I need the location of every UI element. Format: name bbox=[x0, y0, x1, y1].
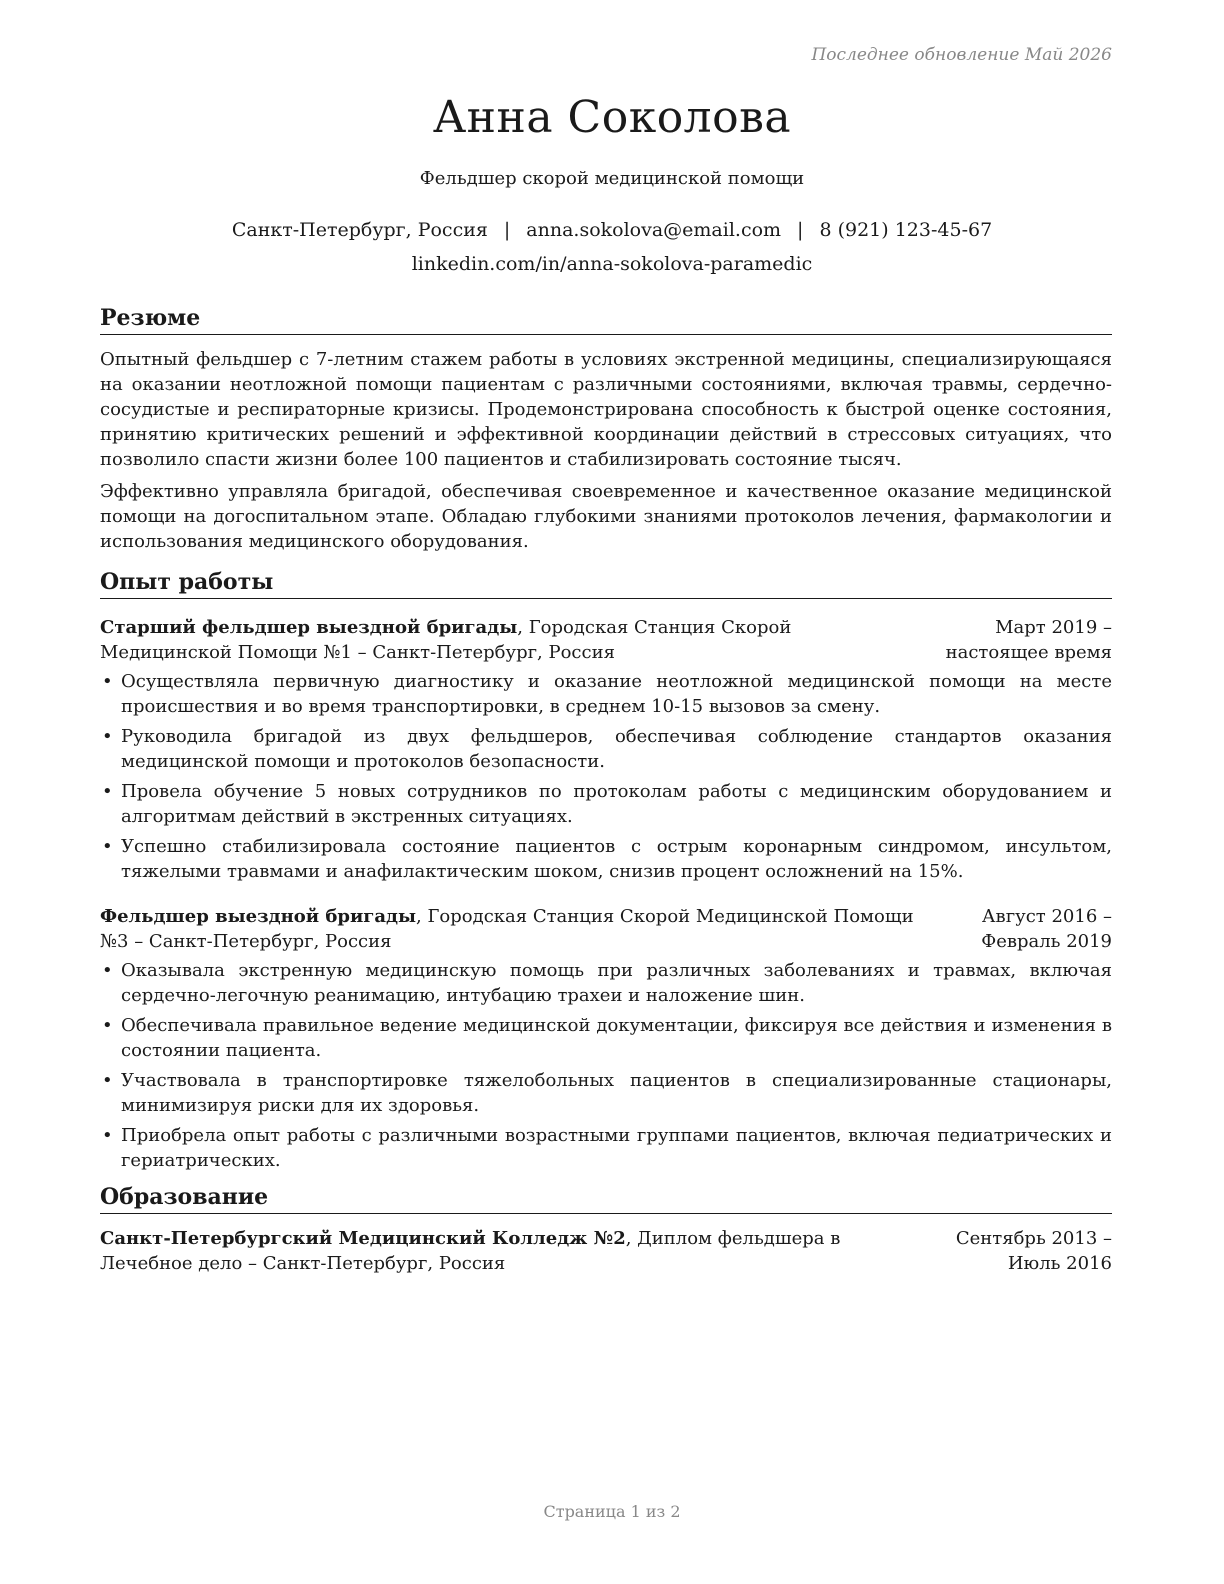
job-organization: , Городская Станция Скорой Медицинской Помощи №1 – Санкт-Петербург, Россия bbox=[100, 617, 792, 663]
job-org-line bbox=[100, 615, 922, 665]
education-section bbox=[100, 1183, 1112, 1276]
bullet-icon: • bbox=[102, 726, 113, 747]
education-line bbox=[100, 1226, 922, 1276]
bullet-icon: • bbox=[102, 960, 113, 981]
section-title: Резюме bbox=[100, 304, 1112, 335]
education-dates: Сентябрь 2013 – Июль 2016 bbox=[955, 1228, 1112, 1274]
list-item: • Руководила бригадой из двух фельдшеров, обеспечивая соблюдение стандартов оказания медицинской помощи и протоколов безопасности. bbox=[102, 726, 1112, 772]
separator: | bbox=[797, 219, 804, 241]
candidate-name: Анна Соколова bbox=[432, 92, 792, 143]
bullet-icon: • bbox=[102, 836, 113, 857]
education-entry bbox=[100, 1226, 1112, 1276]
summary-paragraph: Эффективно управляла бригадой, обеспечивая своевременное и качественное оказание медицинской помощи на догоспитальном этапе. Обладаю глубокими знаниями протоколов лечения, фармакологии и использования медицинского оборудования. bbox=[100, 481, 1112, 552]
bullet-icon: • bbox=[102, 671, 113, 692]
email-link[interactable]: anna.sokolova@email.com bbox=[526, 219, 782, 241]
summary-section bbox=[100, 304, 1112, 554]
separator: | bbox=[503, 219, 511, 241]
section-title: Опыт работы bbox=[100, 568, 1112, 599]
job-title: Фельдшер скорой медицинской помощи bbox=[419, 168, 805, 189]
list-item: • Провела обучение 5 новых сотрудников по протоколам работы с медицинским оборудованием и алгоритмам действий в экстренных ситуациях. bbox=[102, 781, 1112, 827]
last-updated: Последнее обновление Май 2026 bbox=[811, 45, 1112, 65]
list-item: • Обеспечивала правильное ведение медицинской документации, фиксируя все действия и изменения в состоянии пациента. bbox=[102, 1015, 1112, 1061]
page-number: Страница 1 из 2 bbox=[543, 1502, 681, 1521]
bullet-icon: • bbox=[102, 1125, 113, 1146]
job-bullets bbox=[100, 958, 1112, 1173]
location: Санкт-Петербург, Россия bbox=[231, 219, 488, 241]
education-details: , Диплом фельдшера в Лечебное дело – Санкт-Петербург, Россия bbox=[100, 1228, 841, 1274]
education-header bbox=[100, 1226, 1112, 1276]
list-item: • Успешно стабилизировала состояние пациентов с острым коронарным синдромом, инсультом, тяжелыми травмами и анафилактическим шоком, снизив процент осложнений на 15%. bbox=[102, 836, 1112, 882]
job-header bbox=[100, 904, 1112, 954]
job-entry bbox=[100, 904, 1112, 1173]
job-position: Фельдшер выездной бригады bbox=[100, 906, 417, 927]
section-title: Образование bbox=[100, 1183, 1112, 1214]
job-position: Старший фельдшер выездной бригады bbox=[100, 617, 518, 638]
list-item: • Осуществляла первичную диагностику и оказание неотложной медицинской помощи на месте происшествия и во время транспортировки, в среднем 10-15 вызовов за смену. bbox=[102, 671, 1112, 717]
job-dates: Август 2016 – Февраль 2019 bbox=[981, 906, 1112, 952]
list-item: • Приобрела опыт работы с различными возрастными группами пациентов, включая педиатрических и гериатрических. bbox=[102, 1125, 1112, 1171]
job-header bbox=[100, 615, 1112, 665]
job-entry bbox=[100, 615, 1112, 884]
job-dates: Март 2019 – настоящее время bbox=[945, 617, 1112, 663]
list-item: • Оказывала экстренную медицинскую помощь при различных заболеваниях и травмах, включая сердечно-легочную реанимацию, интубацию трахеи и наложение шин. bbox=[102, 960, 1112, 1006]
linkedin-link[interactable]: linkedin.com/in/anna-sokolova-paramedic bbox=[411, 253, 813, 275]
contact-line bbox=[0, 219, 1224, 241]
resume-content bbox=[100, 304, 1112, 1276]
job-bullets bbox=[100, 669, 1112, 884]
education-institution: Санкт-Петербургский Медицинский Колледж №2 bbox=[100, 1228, 626, 1249]
job-org-line bbox=[100, 904, 922, 954]
bullet-icon: • bbox=[102, 1070, 113, 1091]
job-organization: , Городская Станция Скорой Медицинской Помощи №3 – Санкт-Петербург, Россия bbox=[100, 906, 914, 952]
list-item: • Участвовала в транспортировке тяжелобольных пациентов в специализированные стационары, минимизируя риски для их здоровья. bbox=[102, 1070, 1112, 1116]
phone: 8 (921) 123-45-67 bbox=[819, 219, 993, 241]
bullet-icon: • bbox=[102, 1015, 113, 1036]
summary-paragraph: Опытный фельдшер с 7-летним стажем работы в условиях экстренной медицины, специализирующаяся на оказании неотложной помощи пациентам с различными состояниями, включая травмы, сердечно-сосудистые и респираторные кризисы. Продемонстрирована способность к быстрой оценке состояния, принятию критических решений и эффективной координации действий в стрессовых ситуациях, что позволило спасти жизни более 100 пациентов и стабилизировать состояние тысяч. bbox=[100, 349, 1112, 470]
bullet-icon: • bbox=[102, 781, 113, 802]
experience-section bbox=[100, 568, 1112, 1173]
